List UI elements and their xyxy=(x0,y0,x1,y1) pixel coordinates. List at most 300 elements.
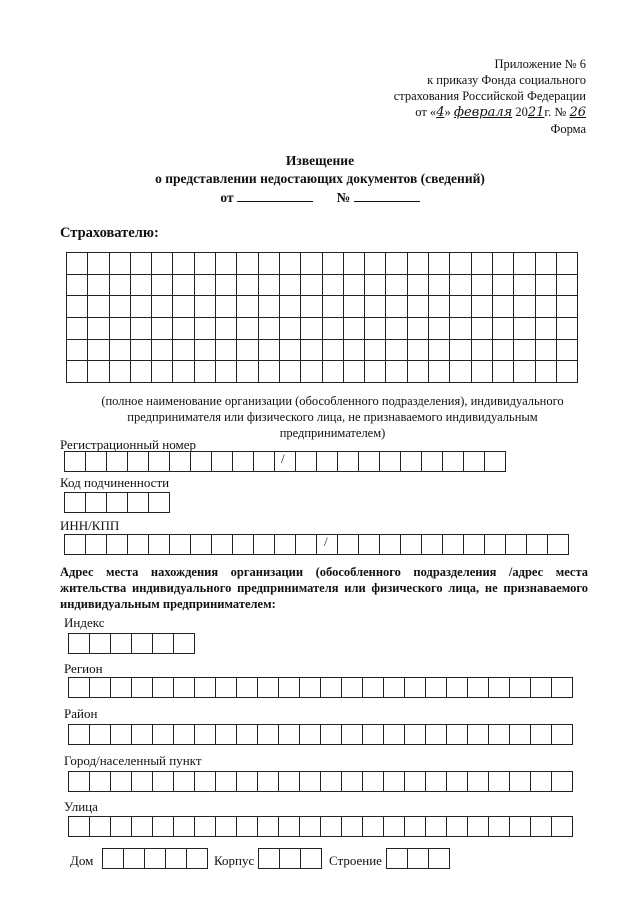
char-cell[interactable] xyxy=(149,535,170,555)
char-cell[interactable] xyxy=(279,274,300,296)
char-cell[interactable] xyxy=(447,817,468,837)
char-cell[interactable] xyxy=(464,452,485,472)
char-cell[interactable] xyxy=(380,535,401,555)
char-cell[interactable] xyxy=(322,274,343,296)
char-cell[interactable] xyxy=(426,725,447,745)
char-cell[interactable] xyxy=(132,634,153,654)
char-cell[interactable] xyxy=(279,725,300,745)
char-cell[interactable] xyxy=(535,339,556,361)
char-cell[interactable] xyxy=(443,535,464,555)
char-cell[interactable] xyxy=(429,253,450,275)
char-cell[interactable] xyxy=(552,772,573,792)
char-cell[interactable] xyxy=(363,772,384,792)
char-cell[interactable] xyxy=(279,361,300,383)
char-cell[interactable] xyxy=(471,318,492,340)
char-cell[interactable] xyxy=(407,274,428,296)
char-cell[interactable] xyxy=(386,361,407,383)
char-cell[interactable] xyxy=(429,318,450,340)
city-grid[interactable] xyxy=(68,771,573,792)
char-cell[interactable] xyxy=(450,361,471,383)
char-cell[interactable] xyxy=(384,772,405,792)
char-cell[interactable] xyxy=(237,318,258,340)
char-cell[interactable] xyxy=(527,535,548,555)
char-cell[interactable] xyxy=(279,339,300,361)
char-cell[interactable] xyxy=(130,296,151,318)
char-cell[interactable] xyxy=(405,817,426,837)
char-cell[interactable] xyxy=(65,452,86,472)
char-cell[interactable] xyxy=(301,296,322,318)
char-cell[interactable] xyxy=(342,772,363,792)
char-cell[interactable] xyxy=(322,318,343,340)
char-cell[interactable] xyxy=(258,253,279,275)
char-cell[interactable] xyxy=(194,361,215,383)
char-cell[interactable] xyxy=(343,361,364,383)
char-cell[interactable] xyxy=(450,253,471,275)
char-cell[interactable] xyxy=(258,725,279,745)
char-cell[interactable] xyxy=(301,253,322,275)
char-cell[interactable] xyxy=(174,678,195,698)
char-cell[interactable] xyxy=(279,253,300,275)
structure-grid[interactable] xyxy=(386,848,450,869)
char-cell[interactable] xyxy=(450,339,471,361)
char-cell[interactable] xyxy=(405,678,426,698)
char-cell[interactable] xyxy=(300,678,321,698)
char-cell[interactable] xyxy=(237,253,258,275)
char-cell[interactable] xyxy=(107,535,128,555)
char-cell[interactable] xyxy=(145,849,166,869)
char-cell[interactable] xyxy=(173,318,194,340)
char-cell[interactable] xyxy=(111,634,132,654)
char-cell[interactable] xyxy=(258,678,279,698)
char-cell[interactable] xyxy=(88,253,109,275)
char-cell[interactable] xyxy=(194,274,215,296)
char-cell[interactable] xyxy=(468,678,489,698)
char-cell[interactable] xyxy=(88,274,109,296)
char-cell[interactable] xyxy=(173,339,194,361)
char-cell[interactable] xyxy=(322,253,343,275)
char-cell[interactable] xyxy=(342,725,363,745)
char-cell[interactable] xyxy=(275,452,296,472)
char-cell[interactable] xyxy=(510,725,531,745)
char-cell[interactable] xyxy=(254,452,275,472)
char-cell[interactable] xyxy=(514,361,535,383)
char-cell[interactable] xyxy=(407,361,428,383)
char-cell[interactable] xyxy=(556,253,577,275)
char-cell[interactable] xyxy=(321,772,342,792)
char-cell[interactable] xyxy=(471,274,492,296)
char-cell[interactable] xyxy=(380,452,401,472)
char-cell[interactable] xyxy=(384,725,405,745)
char-cell[interactable] xyxy=(153,725,174,745)
char-cell[interactable] xyxy=(132,725,153,745)
char-cell[interactable] xyxy=(109,253,130,275)
char-cell[interactable] xyxy=(386,339,407,361)
char-cell[interactable] xyxy=(343,296,364,318)
char-cell[interactable] xyxy=(279,678,300,698)
char-cell[interactable] xyxy=(153,772,174,792)
char-cell[interactable] xyxy=(216,296,237,318)
char-cell[interactable] xyxy=(407,318,428,340)
char-cell[interactable] xyxy=(422,535,443,555)
char-cell[interactable] xyxy=(212,452,233,472)
char-cell[interactable] xyxy=(556,361,577,383)
char-cell[interactable] xyxy=(489,817,510,837)
char-cell[interactable] xyxy=(237,339,258,361)
char-cell[interactable] xyxy=(552,725,573,745)
char-cell[interactable] xyxy=(88,318,109,340)
char-cell[interactable] xyxy=(152,274,173,296)
char-cell[interactable] xyxy=(111,678,132,698)
char-cell[interactable] xyxy=(489,678,510,698)
char-cell[interactable] xyxy=(510,772,531,792)
char-cell[interactable] xyxy=(363,725,384,745)
char-cell[interactable] xyxy=(153,817,174,837)
char-cell[interactable] xyxy=(166,849,187,869)
char-cell[interactable] xyxy=(237,772,258,792)
char-cell[interactable] xyxy=(531,817,552,837)
char-cell[interactable] xyxy=(510,678,531,698)
char-cell[interactable] xyxy=(194,296,215,318)
char-cell[interactable] xyxy=(506,535,527,555)
char-cell[interactable] xyxy=(343,339,364,361)
char-cell[interactable] xyxy=(194,318,215,340)
char-cell[interactable] xyxy=(69,817,90,837)
char-cell[interactable] xyxy=(321,725,342,745)
char-cell[interactable] xyxy=(124,849,145,869)
char-cell[interactable] xyxy=(191,452,212,472)
char-cell[interactable] xyxy=(552,817,573,837)
char-cell[interactable] xyxy=(556,339,577,361)
char-cell[interactable] xyxy=(301,849,322,869)
char-cell[interactable] xyxy=(107,452,128,472)
char-cell[interactable] xyxy=(194,339,215,361)
char-cell[interactable] xyxy=(300,772,321,792)
char-cell[interactable] xyxy=(322,296,343,318)
char-cell[interactable] xyxy=(365,318,386,340)
char-cell[interactable] xyxy=(88,296,109,318)
char-cell[interactable] xyxy=(65,493,86,513)
char-cell[interactable] xyxy=(152,318,173,340)
char-cell[interactable] xyxy=(237,817,258,837)
char-cell[interactable] xyxy=(174,817,195,837)
char-cell[interactable] xyxy=(279,817,300,837)
char-cell[interactable] xyxy=(300,725,321,745)
char-cell[interactable] xyxy=(194,253,215,275)
char-cell[interactable] xyxy=(69,634,90,654)
char-cell[interactable] xyxy=(258,318,279,340)
char-cell[interactable] xyxy=(258,772,279,792)
subordination-code-grid[interactable] xyxy=(64,492,170,513)
char-cell[interactable] xyxy=(86,535,107,555)
char-cell[interactable] xyxy=(174,725,195,745)
char-cell[interactable] xyxy=(128,535,149,555)
char-cell[interactable] xyxy=(170,452,191,472)
char-cell[interactable] xyxy=(195,678,216,698)
char-cell[interactable] xyxy=(153,678,174,698)
char-cell[interactable] xyxy=(514,318,535,340)
char-cell[interactable] xyxy=(321,678,342,698)
char-cell[interactable] xyxy=(489,725,510,745)
house-grid[interactable] xyxy=(102,848,208,869)
char-cell[interactable] xyxy=(237,274,258,296)
char-cell[interactable] xyxy=(67,296,88,318)
street-grid[interactable] xyxy=(68,816,573,837)
char-cell[interactable] xyxy=(173,361,194,383)
char-cell[interactable] xyxy=(450,318,471,340)
region-grid[interactable] xyxy=(68,677,573,698)
char-cell[interactable] xyxy=(128,493,149,513)
char-cell[interactable] xyxy=(216,772,237,792)
char-cell[interactable] xyxy=(386,318,407,340)
char-cell[interactable] xyxy=(237,725,258,745)
char-cell[interactable] xyxy=(132,772,153,792)
char-cell[interactable] xyxy=(212,535,233,555)
char-cell[interactable] xyxy=(492,361,513,383)
char-cell[interactable] xyxy=(128,452,149,472)
char-cell[interactable] xyxy=(258,361,279,383)
char-cell[interactable] xyxy=(365,274,386,296)
char-cell[interactable] xyxy=(535,318,556,340)
char-cell[interactable] xyxy=(471,339,492,361)
char-cell[interactable] xyxy=(468,817,489,837)
char-cell[interactable] xyxy=(90,725,111,745)
char-cell[interactable] xyxy=(174,772,195,792)
char-cell[interactable] xyxy=(386,253,407,275)
char-cell[interactable] xyxy=(216,274,237,296)
char-cell[interactable] xyxy=(535,361,556,383)
char-cell[interactable] xyxy=(492,253,513,275)
char-cell[interactable] xyxy=(88,361,109,383)
char-cell[interactable] xyxy=(170,535,191,555)
char-cell[interactable] xyxy=(300,817,321,837)
char-cell[interactable] xyxy=(153,634,174,654)
char-cell[interactable] xyxy=(321,817,342,837)
char-cell[interactable] xyxy=(237,361,258,383)
char-cell[interactable] xyxy=(485,535,506,555)
reg-number-grid[interactable] xyxy=(64,451,506,472)
building-grid[interactable] xyxy=(258,848,322,869)
char-cell[interactable] xyxy=(386,296,407,318)
char-cell[interactable] xyxy=(471,253,492,275)
char-cell[interactable] xyxy=(130,361,151,383)
char-cell[interactable] xyxy=(173,296,194,318)
char-cell[interactable] xyxy=(216,318,237,340)
char-cell[interactable] xyxy=(296,535,317,555)
char-cell[interactable] xyxy=(365,339,386,361)
insurer-name-grid[interactable] xyxy=(66,252,578,383)
char-cell[interactable] xyxy=(468,725,489,745)
char-cell[interactable] xyxy=(464,535,485,555)
char-cell[interactable] xyxy=(363,817,384,837)
char-cell[interactable] xyxy=(514,253,535,275)
char-cell[interactable] xyxy=(132,817,153,837)
char-cell[interactable] xyxy=(531,725,552,745)
char-cell[interactable] xyxy=(552,678,573,698)
char-cell[interactable] xyxy=(191,535,212,555)
char-cell[interactable] xyxy=(107,493,128,513)
char-cell[interactable] xyxy=(258,274,279,296)
char-cell[interactable] xyxy=(152,253,173,275)
char-cell[interactable] xyxy=(301,318,322,340)
char-cell[interactable] xyxy=(233,535,254,555)
char-cell[interactable] xyxy=(407,339,428,361)
char-cell[interactable] xyxy=(514,274,535,296)
char-cell[interactable] xyxy=(384,678,405,698)
char-cell[interactable] xyxy=(90,634,111,654)
char-cell[interactable] xyxy=(426,817,447,837)
char-cell[interactable] xyxy=(279,772,300,792)
char-cell[interactable] xyxy=(130,274,151,296)
char-cell[interactable] xyxy=(359,452,380,472)
char-cell[interactable] xyxy=(407,253,428,275)
char-cell[interactable] xyxy=(514,339,535,361)
char-cell[interactable] xyxy=(237,678,258,698)
char-cell[interactable] xyxy=(492,274,513,296)
char-cell[interactable] xyxy=(447,725,468,745)
char-cell[interactable] xyxy=(485,452,506,472)
char-cell[interactable] xyxy=(109,296,130,318)
char-cell[interactable] xyxy=(90,678,111,698)
char-cell[interactable] xyxy=(149,452,170,472)
char-cell[interactable] xyxy=(365,361,386,383)
char-cell[interactable] xyxy=(152,296,173,318)
char-cell[interactable] xyxy=(535,274,556,296)
char-cell[interactable] xyxy=(216,253,237,275)
char-cell[interactable] xyxy=(510,817,531,837)
char-cell[interactable] xyxy=(67,339,88,361)
char-cell[interactable] xyxy=(322,339,343,361)
char-cell[interactable] xyxy=(450,296,471,318)
char-cell[interactable] xyxy=(422,452,443,472)
char-cell[interactable] xyxy=(103,849,124,869)
char-cell[interactable] xyxy=(359,535,380,555)
char-cell[interactable] xyxy=(548,535,569,555)
char-cell[interactable] xyxy=(195,772,216,792)
char-cell[interactable] xyxy=(343,318,364,340)
char-cell[interactable] xyxy=(152,339,173,361)
char-cell[interactable] xyxy=(111,725,132,745)
char-cell[interactable] xyxy=(365,296,386,318)
char-cell[interactable] xyxy=(65,535,86,555)
char-cell[interactable] xyxy=(130,339,151,361)
char-cell[interactable] xyxy=(174,634,195,654)
char-cell[interactable] xyxy=(237,296,258,318)
char-cell[interactable] xyxy=(531,678,552,698)
char-cell[interactable] xyxy=(365,253,386,275)
char-cell[interactable] xyxy=(342,678,363,698)
char-cell[interactable] xyxy=(447,772,468,792)
char-cell[interactable] xyxy=(216,817,237,837)
char-cell[interactable] xyxy=(69,772,90,792)
char-cell[interactable] xyxy=(132,678,153,698)
char-cell[interactable] xyxy=(535,253,556,275)
char-cell[interactable] xyxy=(88,339,109,361)
index-grid[interactable] xyxy=(68,633,195,654)
char-cell[interactable] xyxy=(301,339,322,361)
char-cell[interactable] xyxy=(69,678,90,698)
char-cell[interactable] xyxy=(407,296,428,318)
char-cell[interactable] xyxy=(254,535,275,555)
char-cell[interactable] xyxy=(343,274,364,296)
char-cell[interactable] xyxy=(386,274,407,296)
char-cell[interactable] xyxy=(109,274,130,296)
char-cell[interactable] xyxy=(338,535,359,555)
char-cell[interactable] xyxy=(401,535,422,555)
char-cell[interactable] xyxy=(109,339,130,361)
char-cell[interactable] xyxy=(173,253,194,275)
char-cell[interactable] xyxy=(216,361,237,383)
notice-date-field[interactable] xyxy=(237,189,313,202)
char-cell[interactable] xyxy=(429,274,450,296)
char-cell[interactable] xyxy=(109,361,130,383)
char-cell[interactable] xyxy=(317,452,338,472)
char-cell[interactable] xyxy=(195,725,216,745)
char-cell[interactable] xyxy=(363,678,384,698)
char-cell[interactable] xyxy=(471,361,492,383)
char-cell[interactable] xyxy=(429,361,450,383)
char-cell[interactable] xyxy=(296,452,317,472)
char-cell[interactable] xyxy=(405,772,426,792)
char-cell[interactable] xyxy=(67,274,88,296)
char-cell[interactable] xyxy=(149,493,170,513)
char-cell[interactable] xyxy=(86,493,107,513)
char-cell[interactable] xyxy=(471,296,492,318)
char-cell[interactable] xyxy=(556,274,577,296)
char-cell[interactable] xyxy=(531,772,552,792)
char-cell[interactable] xyxy=(130,253,151,275)
char-cell[interactable] xyxy=(130,318,151,340)
char-cell[interactable] xyxy=(67,318,88,340)
notice-number-field[interactable] xyxy=(354,189,420,202)
char-cell[interactable] xyxy=(426,678,447,698)
char-cell[interactable] xyxy=(187,849,208,869)
char-cell[interactable] xyxy=(216,725,237,745)
char-cell[interactable] xyxy=(405,725,426,745)
char-cell[interactable] xyxy=(67,361,88,383)
char-cell[interactable] xyxy=(514,296,535,318)
char-cell[interactable] xyxy=(90,772,111,792)
char-cell[interactable] xyxy=(258,817,279,837)
char-cell[interactable] xyxy=(86,452,107,472)
char-cell[interactable] xyxy=(443,452,464,472)
char-cell[interactable] xyxy=(492,339,513,361)
char-cell[interactable] xyxy=(258,339,279,361)
char-cell[interactable] xyxy=(258,296,279,318)
char-cell[interactable] xyxy=(111,772,132,792)
char-cell[interactable] xyxy=(429,849,450,869)
char-cell[interactable] xyxy=(301,361,322,383)
char-cell[interactable] xyxy=(111,817,132,837)
char-cell[interactable] xyxy=(338,452,359,472)
char-cell[interactable] xyxy=(447,678,468,698)
char-cell[interactable] xyxy=(535,296,556,318)
char-cell[interactable] xyxy=(152,361,173,383)
char-cell[interactable] xyxy=(275,535,296,555)
char-cell[interactable] xyxy=(556,318,577,340)
char-cell[interactable] xyxy=(90,817,111,837)
char-cell[interactable] xyxy=(342,817,363,837)
char-cell[interactable] xyxy=(69,725,90,745)
char-cell[interactable] xyxy=(259,849,280,869)
char-cell[interactable] xyxy=(556,296,577,318)
char-cell[interactable] xyxy=(279,318,300,340)
char-cell[interactable] xyxy=(280,849,301,869)
char-cell[interactable] xyxy=(426,772,447,792)
char-cell[interactable] xyxy=(401,452,422,472)
char-cell[interactable] xyxy=(387,849,408,869)
char-cell[interactable] xyxy=(384,817,405,837)
char-cell[interactable] xyxy=(216,339,237,361)
